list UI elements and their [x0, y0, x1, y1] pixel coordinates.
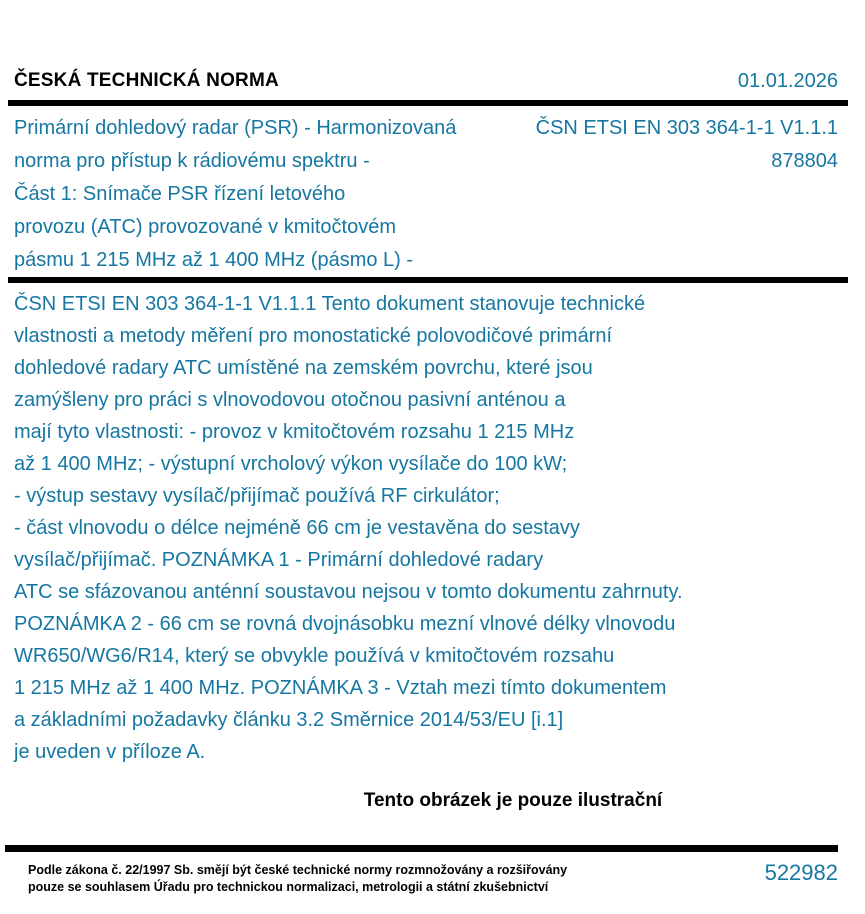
effective-date: 01.01.2026: [737, 70, 838, 92]
illustration-note: Tento obrázek je pouze ilustrační: [363, 790, 663, 811]
catalog-number: 878804: [771, 150, 838, 172]
standard-title-line: Část 1: Snímače PSR řízení letového: [14, 183, 346, 205]
title-divider: [8, 277, 848, 283]
standard-title-line: provozu (ATC) provozované v kmitočtovém: [14, 216, 396, 238]
abstract-line: vysílač/přijímač. POZNÁMKA 1 - Primární dohledové radary: [14, 549, 544, 571]
abstract-line: mají tyto vlastnosti: - provoz v kmitočtovém rozsahu 1 215 MHz: [14, 421, 575, 443]
abstract-line: dohledové radary ATC umístěné na zemském povrchu, které jsou: [14, 357, 593, 379]
abstract-line: zamýšleny pro práci s vlnovodovou otočnou pasivní anténou a: [14, 389, 566, 411]
abstract-text: [14, 288, 844, 768]
standard-code: ČSN ETSI EN 303 364-1-1 V1.1.1: [535, 117, 838, 139]
abstract-line: - výstup sestavy vysílač/přijímač používá RF cirkulátor;: [14, 485, 500, 507]
standard-identification: [536, 112, 838, 178]
standard-title: [14, 112, 514, 277]
abstract-line: je uveden v příloze A.: [14, 741, 206, 763]
abstract-line: a základními požadavky článku 3.2 Směrnice 2014/53/EU [i.1]: [14, 709, 564, 731]
abstract-line: 1 215 MHz až 1 400 MHz. POZNÁMKA 3 - Vztah mezi tímto dokumentem: [14, 677, 667, 699]
copyright-notice: [28, 862, 628, 896]
page-title: ČESKÁ TECHNICKÁ NORMA: [14, 70, 279, 91]
header-divider: [8, 100, 848, 106]
abstract-line: ATC se sfázovanou anténní soustavou nejsou v tomto dokumentu zahrnuty.: [14, 581, 683, 603]
abstract-line: WR650/WG6/R14, který se obvykle používá v kmitočtovém rozsahu: [14, 645, 615, 667]
copyright-notice-line: Podle zákona č. 22/1997 Sb. smějí být české technické normy rozmnožovány a rozšiřovány: [28, 863, 568, 877]
abstract-line: POZNÁMKA 2 - 66 cm se rovná dvojnásobku mezní vlnové délky vlnovodu: [14, 613, 676, 635]
standard-title-line: pásmu 1 215 MHz až 1 400 MHz (pásmo L) -: [14, 249, 414, 271]
copyright-notice-line: pouze se souhlasem Úřadu pro technickou normalizaci, metrologii a státní zkušebnictví: [28, 880, 549, 894]
standard-title-line: norma pro přístup k rádiovému spektru -: [14, 150, 370, 172]
abstract-line: ČSN ETSI EN 303 364-1-1 V1.1.1 Tento dokument stanovuje technické: [14, 293, 646, 315]
footer-divider: [5, 845, 838, 852]
abstract-line: až 1 400 MHz; - výstupní vrcholový výkon vysílače do 100 kW;: [14, 453, 568, 475]
abstract-line: - část vlnovodu o délce nejméně 66 cm je vestavěna do sestavy: [14, 517, 580, 539]
standard-title-line: Primární dohledový radar (PSR) - Harmonizovaná: [14, 117, 457, 139]
abstract-line: vlastnosti a metody měření pro monostatické polovodičové primární: [14, 325, 613, 347]
order-number: 522982: [764, 860, 838, 885]
